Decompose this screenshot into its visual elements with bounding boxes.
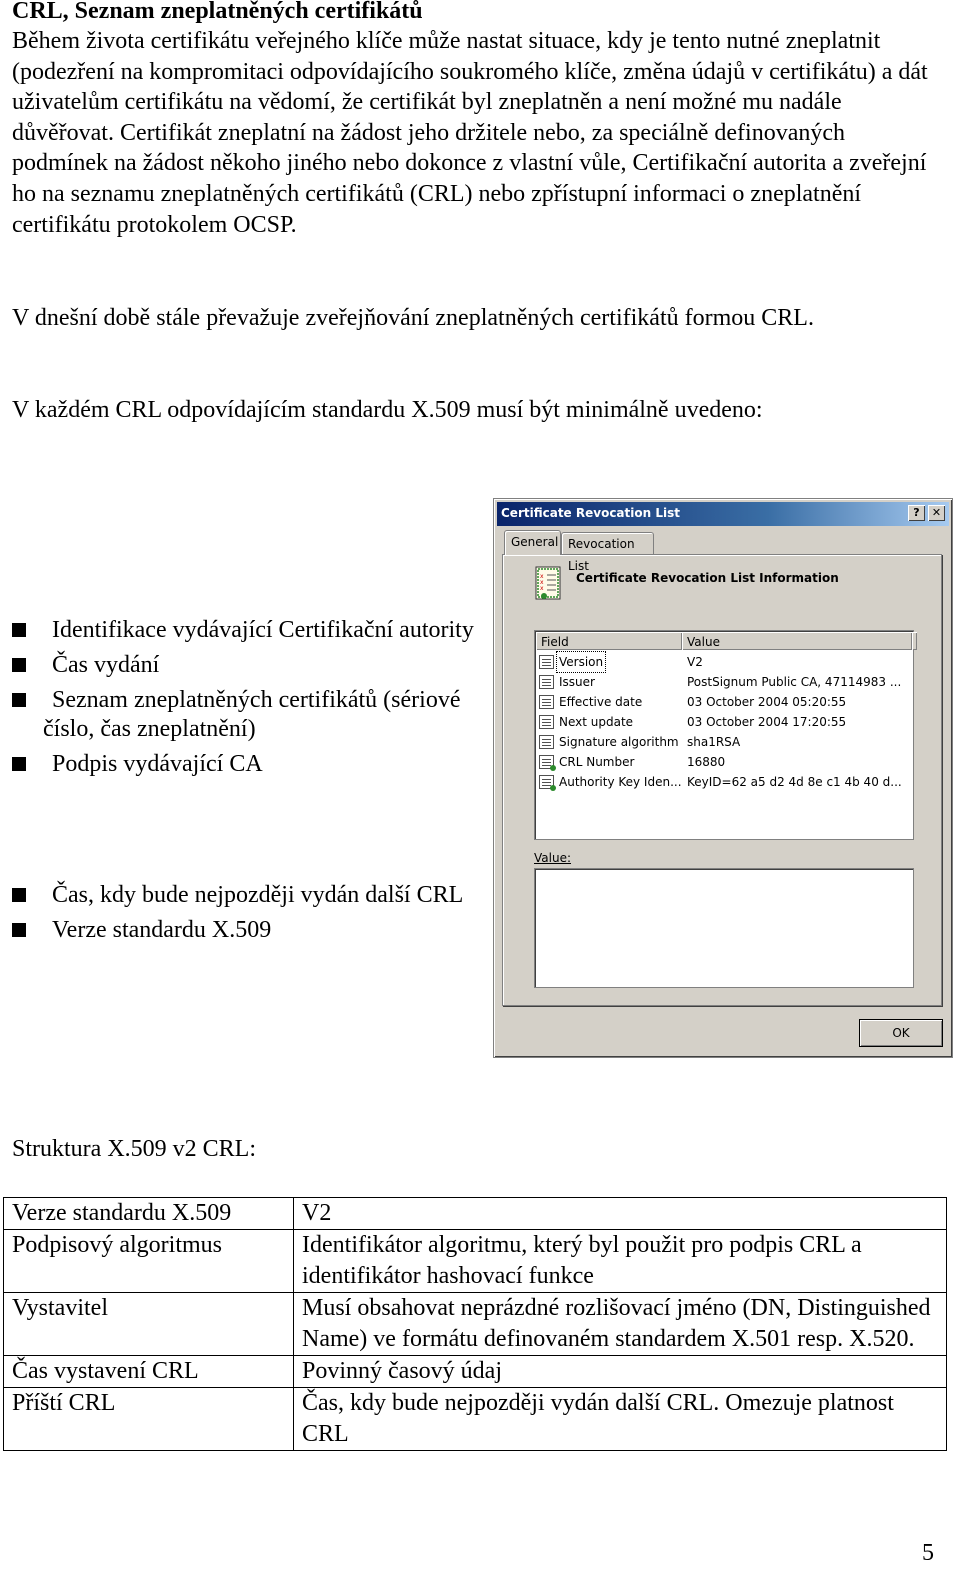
crl-structure-table	[3, 1197, 947, 1451]
crl-prevalence-paragraph: V dnešní době stále převažuje zveřejňování zneplatněných certifikátů formou CRL.	[12, 305, 814, 331]
list-item: Identifikace vydávající Certifikační autority	[12, 616, 482, 645]
list-item: Čas vydání	[12, 651, 482, 680]
extension-icon	[539, 775, 554, 789]
document-icon	[539, 695, 554, 709]
table-key: Podpisový algoritmus	[4, 1230, 294, 1293]
field-list[interactable]	[534, 630, 914, 840]
field-name: Next update	[559, 715, 634, 729]
table-row	[4, 1198, 947, 1230]
list-item: Čas, kdy bude nejpozději vydán další CRL	[12, 881, 482, 910]
field-value: V2	[687, 655, 703, 669]
page-number: 5	[922, 1540, 934, 1566]
document-icon	[539, 675, 554, 689]
info-title: Certificate Revocation List Information	[576, 571, 839, 585]
bullet-square-icon	[12, 888, 26, 902]
crl-requirements-list-continued	[12, 881, 482, 951]
column-header-value[interactable]: Value	[682, 632, 912, 650]
field-name: Signature algorithm	[559, 735, 679, 749]
field-value: KeyID=62 a5 d2 4d 8e c1 4b 40 d...	[687, 775, 902, 789]
table-key: Čas vystavení CRL	[4, 1356, 294, 1388]
crl-requirements-list	[12, 616, 482, 785]
bullet-square-icon	[12, 623, 26, 637]
table-value: Povinný časový údaj	[294, 1356, 947, 1388]
table-row	[4, 1230, 947, 1293]
table-key: Vystavitel	[4, 1293, 294, 1356]
field-name: Issuer	[559, 675, 595, 689]
field-name: CRL Number	[559, 755, 635, 769]
field-name: Effective date	[559, 695, 643, 709]
column-header-filler	[912, 632, 917, 650]
field-value: 16880	[687, 755, 726, 769]
table-row[interactable]	[539, 672, 909, 692]
tab-revocation-list[interactable]: Revocation List	[561, 532, 654, 554]
value-label: Value:	[534, 851, 571, 865]
value-textbox[interactable]	[534, 868, 914, 988]
document-icon	[539, 735, 554, 749]
table-row[interactable]	[539, 732, 909, 752]
table-row[interactable]	[539, 772, 909, 792]
bullet-square-icon	[12, 693, 26, 707]
certificate-icon	[534, 565, 564, 603]
intro-paragraph: Během života certifikátu veřejného klíče může nastat situace, kdy je tento nutné zneplatnit (podezření na kompromitaci odpovídajícího soukromého klíče, změna údajů v certifikátu) a dát uživatelům certifikátu na vědomí, že certifikát byl zneplatněn a není možné mu nadále důvěřovat. Certifikát zneplatní na žádost jeho držitele nebo, za speciálně definovaných podmínek na žádost někoho jiného nebo dokonce z vlastní vůle, Certifikační autorita a zveřejní ho na seznamu zneplatněných certifikátů (CRL) nebo zpřístupní informaci o zneplatnění certifikátu protokolem OCSP.	[12, 28, 928, 238]
table-value: Identifikátor algoritmu, který byl použit pro podpis CRL a identifikátor hashovací funkce	[294, 1230, 947, 1293]
table-key: Příští CRL	[4, 1388, 294, 1451]
table-value: Musí obsahovat neprázdné rozlišovací jméno (DN, Distinguished Name) ve formátu definovaném standardem X.501 resp. X.520.	[294, 1293, 947, 1356]
dialog-title: Certificate Revocation List	[501, 506, 680, 520]
tab-general[interactable]: General	[504, 530, 561, 555]
field-value: 03 October 2004 05:20:55	[687, 695, 847, 709]
table-value: V2	[294, 1198, 947, 1230]
field-name: Authority Key Iden...	[559, 775, 682, 789]
crl-requirements-paragraph: V každém CRL odpovídajícím standardu X.509 musí být minimálně uvedeno:	[12, 397, 763, 423]
crl-dialog-screenshot	[493, 498, 953, 1058]
page-heading: CRL, Seznam zneplatněných certifikátů	[12, 0, 423, 24]
list-item: Verze standardu X.509	[12, 916, 482, 945]
bullet-square-icon	[12, 757, 26, 771]
table-row	[4, 1356, 947, 1388]
document-icon	[539, 715, 554, 729]
table-value: Čas, kdy bude nejpozději vydán další CRL. Omezuje platnost CRL	[294, 1388, 947, 1451]
document-icon	[539, 655, 554, 669]
table-row[interactable]	[539, 712, 909, 732]
field-value: 03 October 2004 17:20:55	[687, 715, 847, 729]
structure-label: Struktura X.509 v2 CRL:	[12, 1136, 256, 1162]
bullet-square-icon	[12, 658, 26, 672]
close-button[interactable]: ✕	[928, 505, 945, 521]
list-item: Podpis vydávající CA	[12, 750, 482, 779]
table-row	[4, 1293, 947, 1356]
dialog-titlebar	[497, 502, 949, 526]
svg-text:x: x	[540, 585, 544, 592]
list-header	[536, 632, 912, 650]
table-row[interactable]	[539, 752, 909, 772]
column-header-field[interactable]: Field	[536, 632, 682, 650]
help-button[interactable]: ?	[908, 505, 925, 521]
field-name: Version	[557, 652, 605, 672]
svg-text:x: x	[540, 573, 544, 580]
svg-text:x: x	[540, 579, 544, 586]
table-key: Verze standardu X.509	[4, 1198, 294, 1230]
ok-button[interactable]: OK	[859, 1019, 943, 1047]
table-row	[4, 1388, 947, 1451]
field-value: sha1RSA	[687, 735, 741, 749]
list-item: Seznam zneplatněných certifikátů (sériové číslo, čas zneplatnění)	[12, 686, 482, 744]
extension-icon	[539, 755, 554, 769]
bullet-square-icon	[12, 923, 26, 937]
table-row[interactable]	[539, 692, 909, 712]
field-value: PostSignum Public CA, 47114983 ...	[687, 675, 902, 689]
table-row[interactable]	[539, 652, 909, 672]
